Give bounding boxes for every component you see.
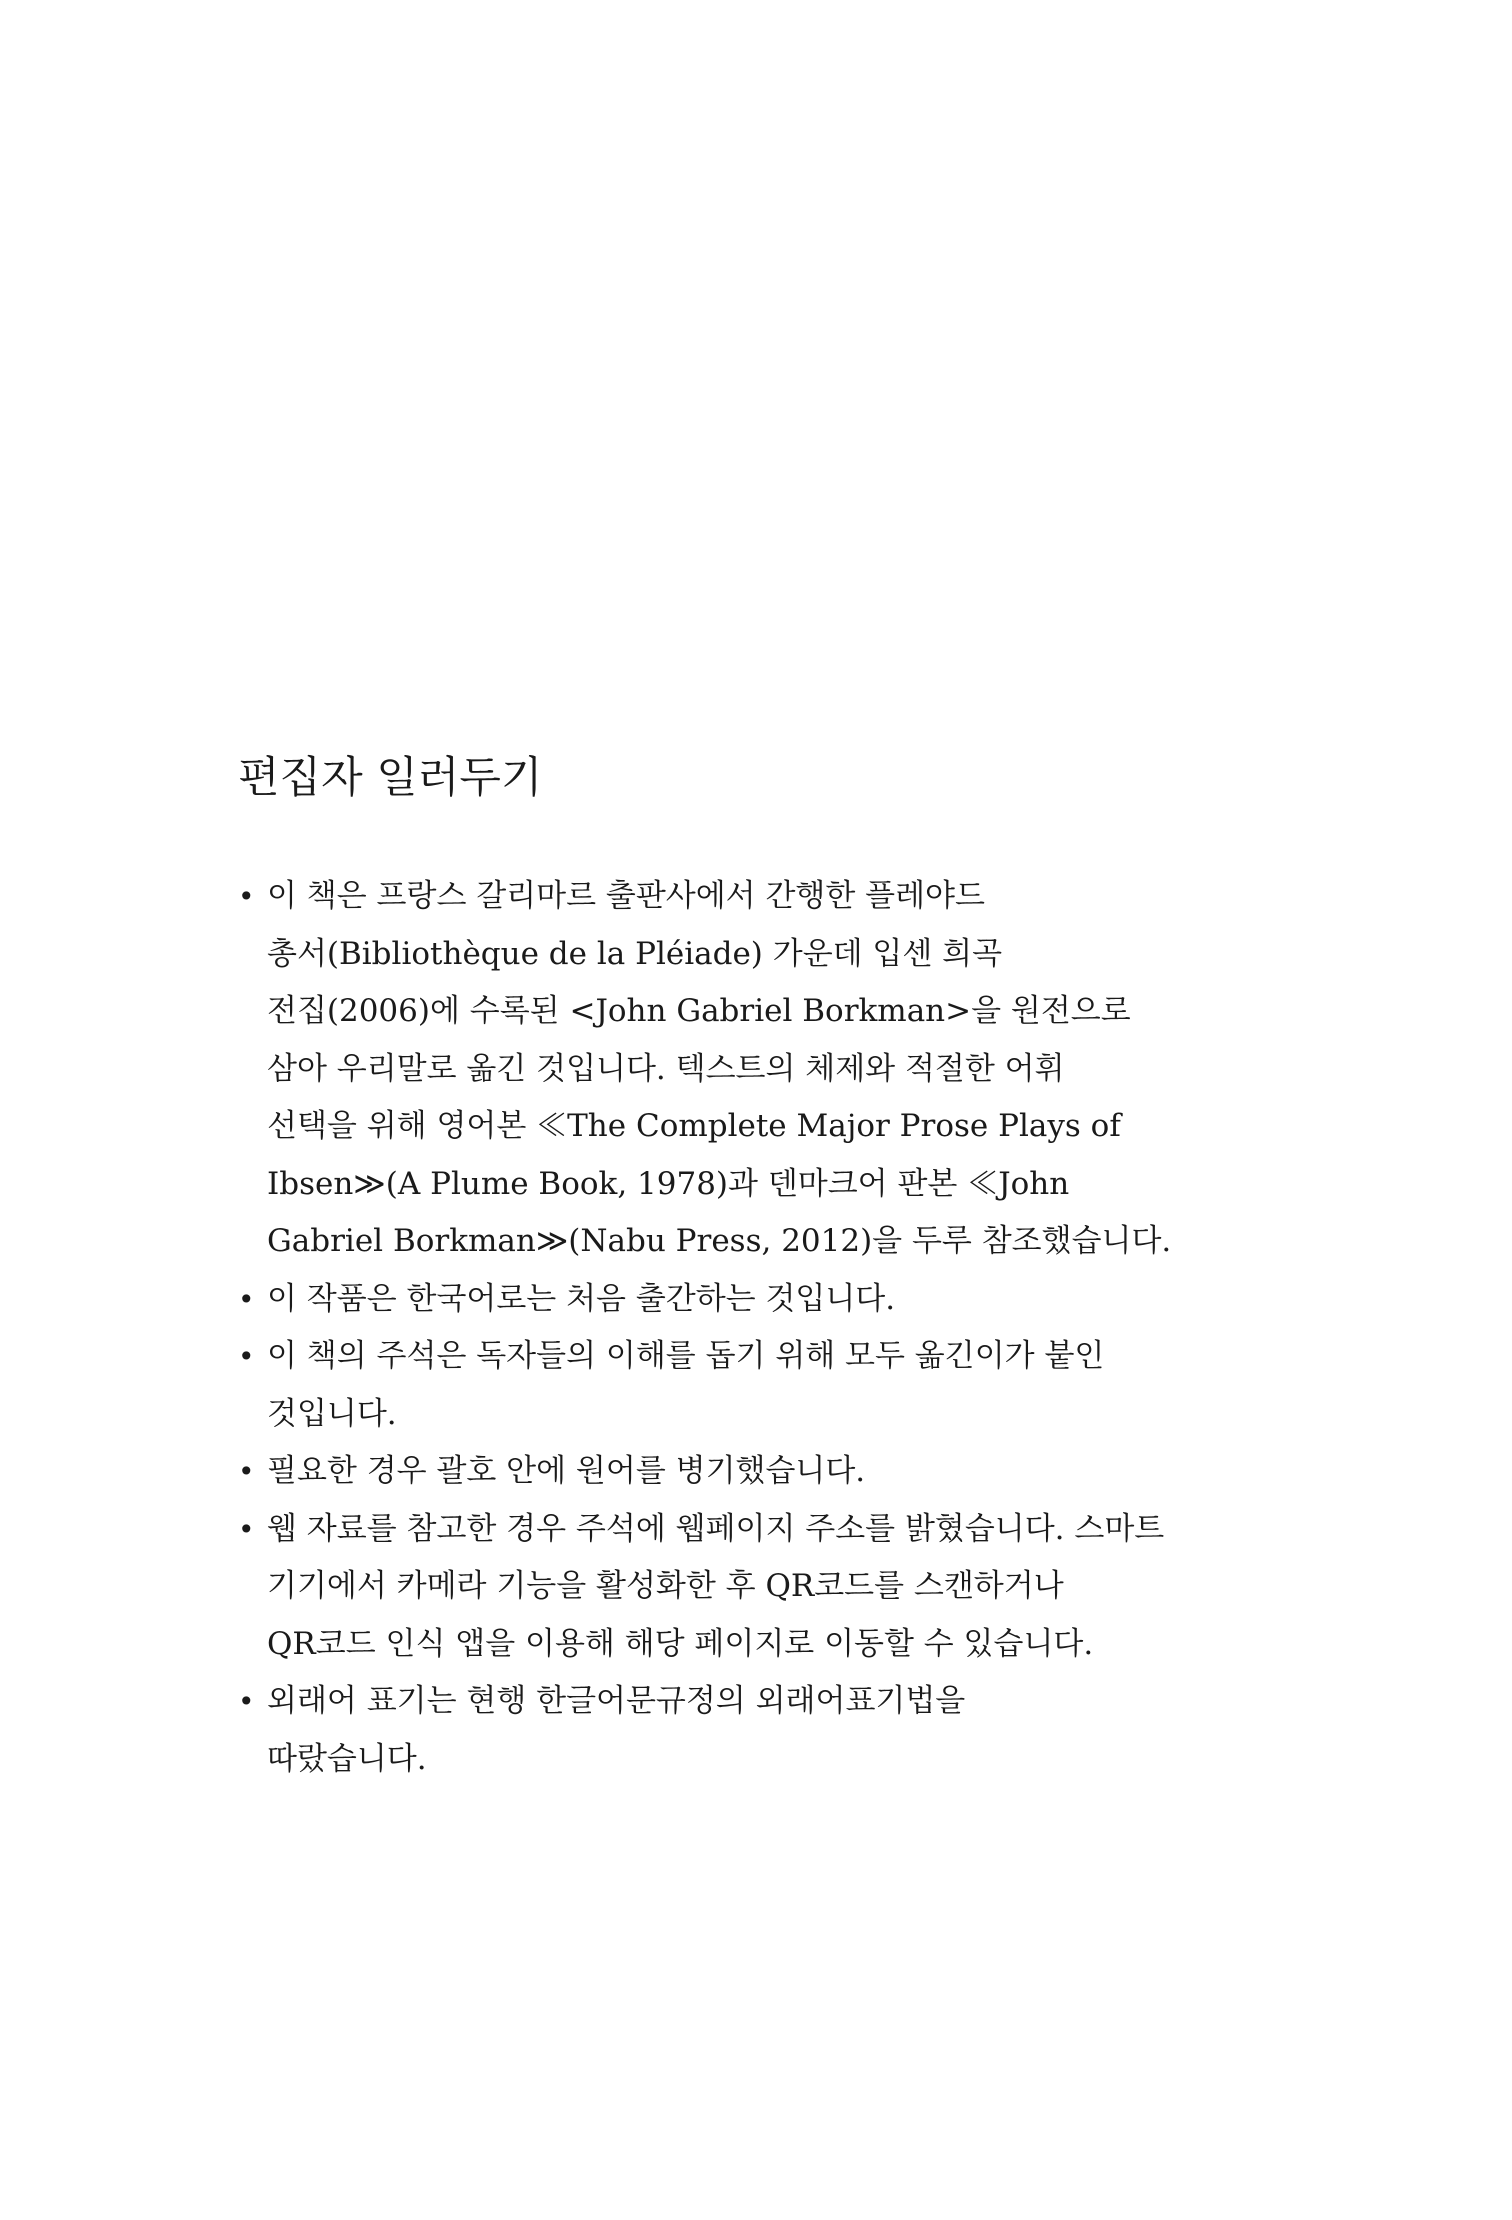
- note-item: [238, 1501, 1238, 1674]
- note-line: 필요한 경우 괄호 안에 원어를 병기했습니다.: [267, 1453, 866, 1489]
- page-title: 편집자 일러두기: [238, 753, 543, 803]
- note-line: 전집(2006)에 수록된 <John Gabriel Borkman>을 원전으로: [267, 993, 1131, 1029]
- note-line: 이 작품은 한국어로는 처음 출간하는 것입니다.: [267, 1280, 896, 1317]
- bullet-icon: •: [238, 880, 255, 913]
- bullet-icon: •: [238, 1282, 255, 1316]
- note-item: [238, 1328, 1238, 1443]
- note-line: 이 책은 프랑스 갈리마르 출판사에서 간행한 플레야드: [267, 878, 985, 914]
- note-line: 삼아 우리말로 옮긴 것입니다. 텍스트의 체제와 적절한 어휘: [267, 1050, 1065, 1087]
- note-item: [238, 1673, 1238, 1788]
- note-line: 웹 자료를 참고한 경우 주석에 웹페이지 주소를 밝혔습니다. 스마트: [267, 1510, 1165, 1547]
- note-item: [238, 1443, 1238, 1501]
- note-line: 이 책의 주석은 독자들의 이해를 돕기 위해 모두 옮긴이가 붙인: [267, 1338, 1105, 1374]
- note-line: 따랐습니다.: [267, 1740, 427, 1777]
- note-line: 선택을 위해 영어본 ≪The Complete Major Prose Plays of: [267, 1108, 1121, 1144]
- note-line: 외래어 표기는 현행 한글어문규정의 외래어표기법을: [267, 1683, 966, 1719]
- notes-list: [238, 868, 1238, 1788]
- note-line: 것입니다.: [267, 1395, 397, 1432]
- note-line: 총서(Bibliothèque de la Pléiade) 가운데 입센 희곡: [267, 935, 1003, 972]
- bullet-icon: •: [238, 1340, 255, 1373]
- note-item: [238, 868, 1238, 1271]
- note-item: [238, 1271, 1238, 1329]
- note-line: Gabriel Borkman≫(Nabu Press, 2012)을 두루 참조했습니다.: [267, 1223, 1172, 1259]
- editor-notes-section: [238, 748, 1238, 1788]
- note-line: Ibsen≫(A Plume Book, 1978)과 덴마크어 판본 ≪John: [267, 1165, 1070, 1202]
- note-line: QR코드 인식 앱을 이용해 해당 페이지로 이동할 수 있습니다.: [267, 1625, 1094, 1662]
- note-line: 기기에서 카메라 기능을 활성화한 후 QR코드를 스캔하거나: [267, 1568, 1064, 1604]
- bullet-icon: •: [238, 1455, 255, 1488]
- bullet-icon: •: [238, 1512, 255, 1546]
- bullet-icon: •: [238, 1685, 255, 1718]
